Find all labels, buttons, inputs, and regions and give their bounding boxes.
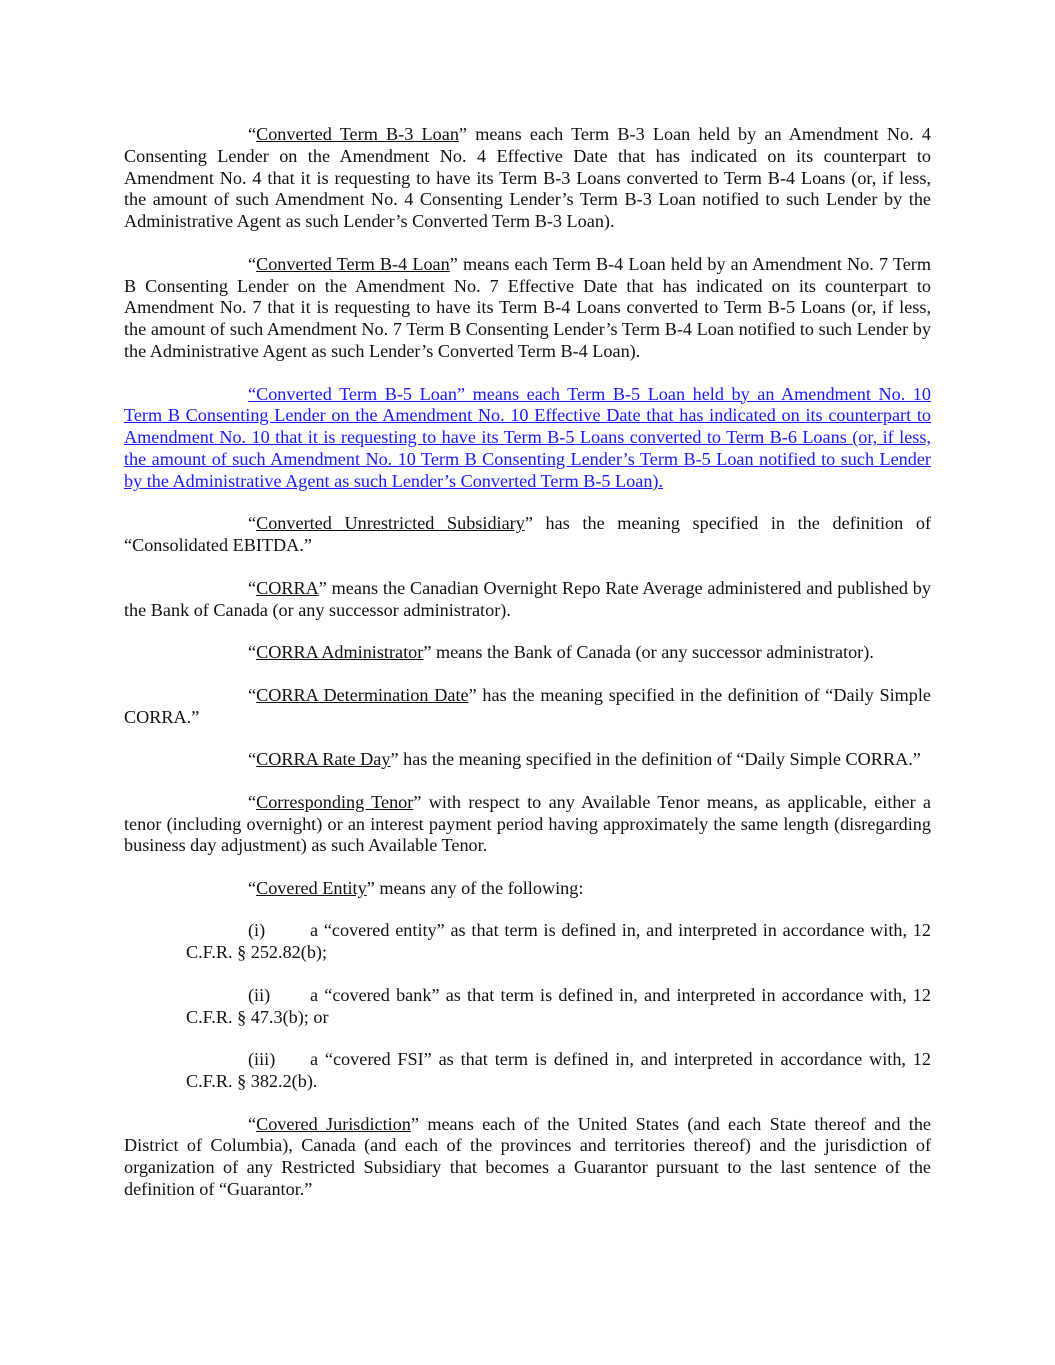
definition-corresponding-tenor: “Corresponding Tenor” with respect to any Available Tenor means, as applicable, either a tenor (including overnight) or an interest payment period having approximately the same length (disregarding business day adjustment) as such Available Tenor. (124, 791, 931, 856)
list-item-text: a “covered entity” as that term is defined in, and interpreted in accordance with, 12 C.F.R. § 252.82(b); (186, 920, 931, 963)
defined-term: Converted Term B-4 Loan (256, 253, 450, 274)
definition-corra-rate-day: “CORRA Rate Day” has the meaning specified in the definition of “Daily Simple CORRA.” (248, 749, 921, 770)
definition-corra-administrator: “CORRA Administrator” means the Bank of Canada (or any successor administrator). (248, 642, 874, 663)
definition-converted-term-b3-loan: “Converted Term B-3 Loan” means each Term B-3 Loan held by an Amendment No. 4 Consenting Lender on the Amendment No. 4 Effective Date that has indicated on its counterpart to Amendment No. 4 that it is requesting to have its Term B-3 Loans converted to Term B-4 Loans (or, if less, the amount of such Amendment No. 4 Consenting Lender’s Term B-3 Loan notified to such Lender by the Administrative Agent as such Lender’s Converted Term B-3 Loan). (124, 124, 931, 232)
definition-body: means each Term B-4 Loan held by an Amendment No. 7 Term B Consenting Lender on the Amendment No. 7 Effective Date that has indicated on its counterpart to Amendment No. 7 that it is requesting to have its Term B-4 Loans converted to Term B-5 Loans (or, if less, the amount of such Amendment No. 7 Term B Consenting Lender’s Term B-4 Loan notified to such Lender by the Administrative Agent as such Lender’s Converted Term B-4 Loan). (124, 253, 931, 361)
definition-covered-jurisdiction: “Covered Jurisdiction” means each of the United States (and each State thereof and the District of Columbia), Canada (and each of the provinces and territories thereof) and the jurisdiction of organization of any Restricted Subsidiary that becomes a Guarantor pursuant to the last sentence of the definition of “Guarantor.” (124, 1113, 931, 1200)
list-item (186, 920, 931, 964)
defined-term: Covered Entity (256, 877, 367, 898)
defined-term: Corresponding Tenor (256, 791, 414, 812)
defined-term: Converted Term B-3 Loan (256, 124, 459, 144)
definition-body: means any of the following: (374, 877, 584, 898)
list-item (186, 985, 931, 1029)
definition-converted-term-b5-loan-inserted (124, 384, 931, 493)
definition-converted-term-b4-loan: “Converted Term B-4 Loan” means each Term B-4 Loan held by an Amendment No. 7 Term B Consenting Lender on the Amendment No. 7 Effective Date that has indicated on its counterpart to Amendment No. 7 that it is requesting to have its Term B-4 Loans converted to Term B-5 Loans (or, if less, the amount of such Amendment No. 7 Term B Consenting Lender’s Term B-4 Loan notified to such Lender by the Administrative Agent as such Lender’s Converted Term B-4 Loan). (124, 253, 931, 361)
definition-body: means each Term B-3 Loan held by an Amendment No. 4 Consenting Lender on the Amendment No. 4 Effective Date that has indicated on its counterpart to Amendment No. 4 that it is requesting to have its Term B-3 Loans converted to Term B-4 Loans (or, if less, the amount of such Amendment No. 4 Consenting Lender’s Term B-3 Loan notified to such Lender by the Administrative Agent as such Lender’s Converted Term B-3 Loan). (124, 124, 931, 232)
definition-covered-entity: “Covered Entity” means any of the following: (248, 877, 584, 898)
definition-body: means each of the United States (and each State thereof and the District of Columbia), Canada (and each of the provinces and territories thereof) and the jurisdiction of organization of any Restricted Subsidiary that becomes a Guarantor pursuant to the last sentence of the definition of “Guarantor.” (124, 1113, 931, 1200)
definition-converted-unrestricted-subsidiary: “Converted Unrestricted Subsidiary” has the meaning specified in the definition of “Consolidated EBITDA.” (124, 513, 931, 556)
list-item-number: (ii) (248, 984, 271, 1005)
defined-term: CORRA Determination Date (256, 684, 469, 705)
list-item-number: (i) (248, 920, 266, 941)
definition-body: with respect to any Available Tenor means, as applicable, either a tenor (including overnight) or an interest payment period having approximately the same length (disregarding business day adjustment) as such Available Tenor. (124, 791, 931, 856)
list-item-text: a “covered bank” as that term is defined in, and interpreted in accordance with, 12 C.F.R. § 47.3(b); or (186, 984, 931, 1027)
definition-body: means the Canadian Overnight Repo Rate Average administered and published by the Bank of Canada (or any successor administrator). (124, 577, 931, 620)
defined-term: CORRA (256, 577, 319, 598)
defined-term: Converted Unrestricted Subsidiary (256, 513, 525, 534)
definition-corra-determination-date: “CORRA Determination Date” has the meaning specified in the definition of “Daily Simple CORRA.” (124, 684, 931, 727)
defined-term: Covered Jurisdiction (256, 1113, 411, 1134)
list-item (186, 1049, 931, 1093)
list-item-text: a “covered FSI” as that term is defined in, and interpreted in accordance with, 12 C.F.R. § 382.2(b). (186, 1049, 931, 1092)
inserted-text: “Converted Term B-5 Loan” means each Term B-5 Loan held by an Amendment No. 10 Term B Consenting Lender on the Amendment No. 10 Effective Date that has indicated on its counterpart to Amendment No. 10 that it is requesting to have its Term B-5 Loans converted to Term B-6 Loans (or, if less, the amount of such Amendment No. 10 Term B Consenting Lender’s Term B-5 Loan notified to such Lender by the Administrative Agent as such Lender’s Converted Term B-5 Loan). (124, 383, 931, 491)
definition-corra: “CORRA” means the Canadian Overnight Repo Rate Average administered and published by the Bank of Canada (or any successor administrator). (124, 577, 931, 620)
definition-body: has the meaning specified in the definition of “Daily Simple CORRA.” (398, 749, 921, 770)
defined-term: CORRA Administrator (256, 642, 424, 663)
definition-body: means the Bank of Canada (or any successor administrator). (431, 642, 874, 663)
list-item-number: (iii) (248, 1049, 276, 1070)
definition-body: has the meaning specified in the definition of “Consolidated EBITDA.” (124, 513, 931, 556)
defined-term: CORRA Rate Day (256, 749, 391, 770)
definition-body: has the meaning specified in the definition of “Daily Simple CORRA.” (124, 684, 931, 727)
